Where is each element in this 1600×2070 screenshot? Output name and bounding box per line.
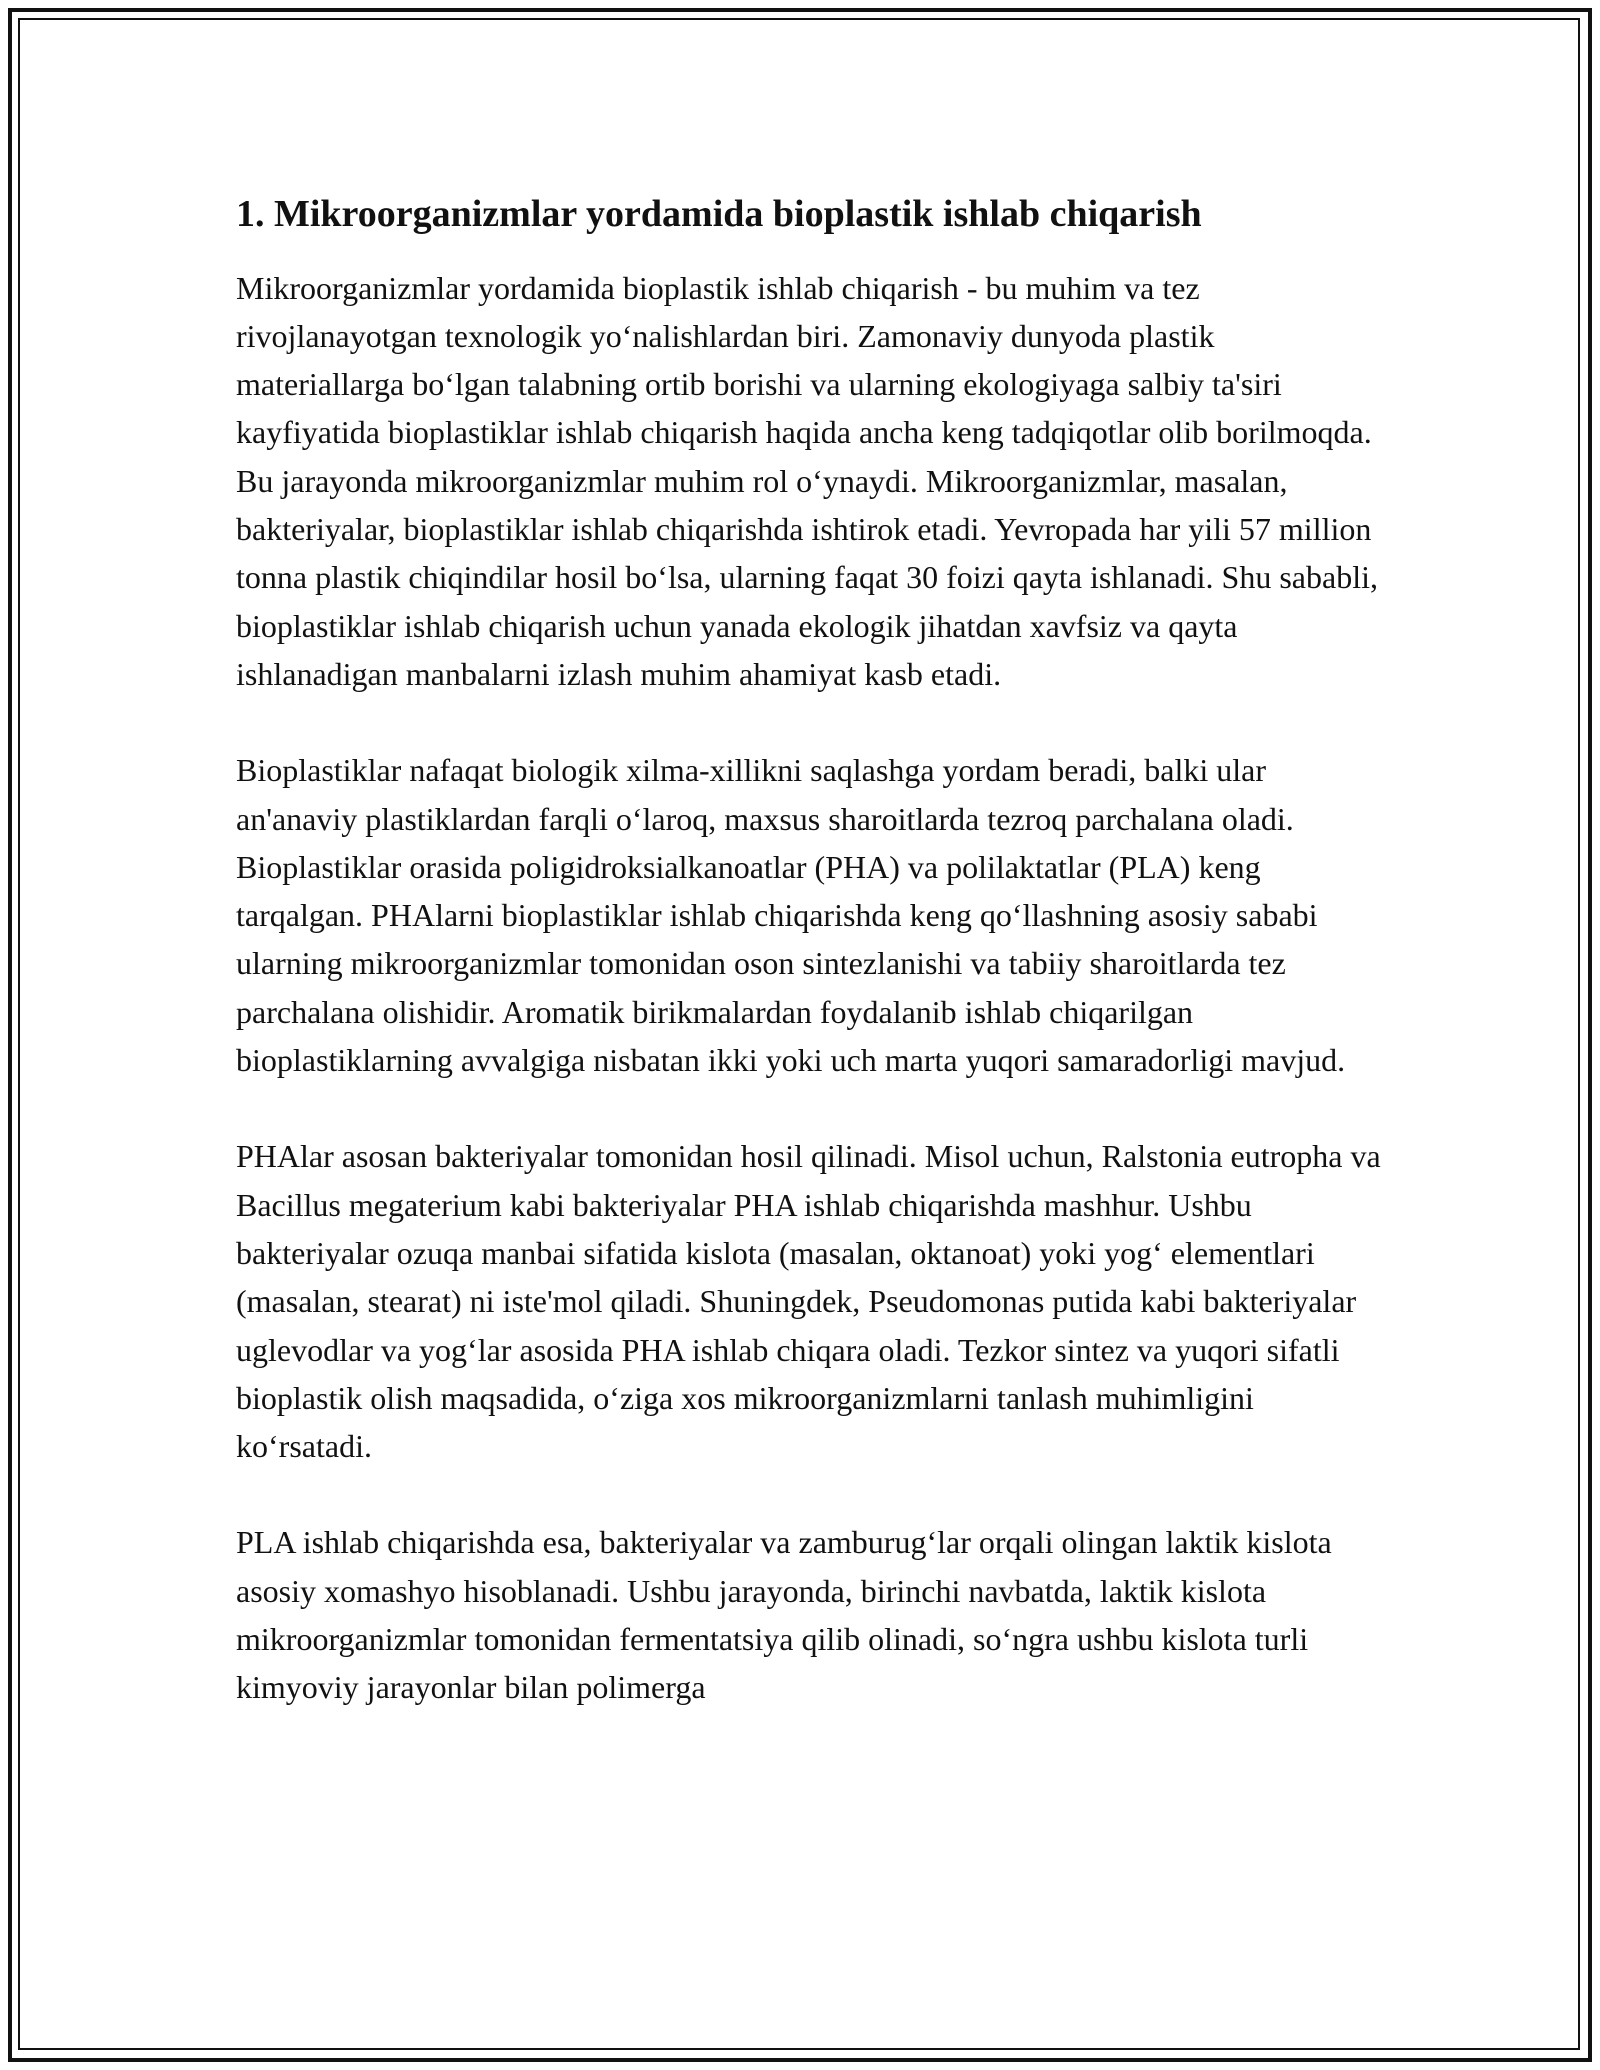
paragraph-3: PHAlar asosan bakteriyalar tomonidan hosil qilinadi. Misol uchun, Ralstonia eutropha va Bacillus megaterium kabi bakteriyalar PHA ishlab chiqarishda mashhur. Ushbu bakteriyalar ozuqa manbai sifatida kislota (masalan, oktanoat) yoki yog‘ elementlari (masalan, stearat) ni iste'mol qiladi. Shuningdek, Pseudomonas putida kabi bakteriyalar uglevodlar va yog‘lar asosida PHA ishlab chiqara oladi. Tezkor sintez va yuqori sifatli bioplastik olish maqsadida, o‘ziga xos mikroorganizmlarni tanlash muhimligini ko‘rsatadi. <box>236 1138 1381 1465</box>
document-body <box>236 182 1386 1760</box>
paragraph-4: PLA ishlab chiqarishda esa, bakteriyalar va zamburug‘lar orqali olingan laktik kislota asosiy xomashyo hisoblanadi. Ushbu jarayonda, birinchi navbatda, laktik kislota mikroorganizmlar tomonidan fermentatsiya qilib olinadi, so‘ngra ushbu kislota turli kimyoviy jarayonlar bilan polimerga <box>236 1524 1332 1706</box>
paragraph-2: Bioplastiklar nafaqat biologik xilma-xillikni saqlashga yordam beradi, balki ular an'anaviy plastiklardan farqli o‘laroq, maxsus sharoitlarda tezroq parchalana oladi. Bioplastiklar orasida poligidroksialkanoatlar (PHA) va polilaktatlar (PLA) keng tarqalgan. PHAlarni bioplastiklar ishlab chiqarishda keng qo‘llashning asosiy sababi ularning mikroorganizmlar tomonidan oson sintezlanishi va tabiiy sharoitlarda tez parchalana olishidir. Aromatik birikmalardan foydalanib ishlab chiqarilgan bioplastiklarning avvalgiga nisbatan ikki yoki uch marta yuqori samaradorligi mavjud. <box>236 752 1346 1079</box>
paragraph-1: Mikroorganizmlar yordamida bioplastik ishlab chiqarish - bu muhim va tez rivojlanayotgan texnologik yo‘nalishlardan biri. Zamonaviy dunyoda plastik materiallarga bo‘lgan talabning ortib borishi va ularning ekologiyaga salbiy ta'siri kayfiyatida bioplastiklar ishlab chiqarish haqida ancha keng tadqiqotlar olib borilmoqda. Bu jarayonda mikroorganizmlar muhim rol o‘ynaydi. Mikroorganizmlar, masalan, bakteriyalar, bioplastiklar ishlab chiqarishda ishtirok etadi. Yevropada har yili 57 million tonna plastik chiqindilar hosil bo‘lsa, ularning faqat 30 foizi qayta ishlanadi. Shu sababli, bioplastiklar ishlab chiqarish uchun yanada ekologik jihatdan xavfsiz va qayta ishlanadigan manbalarni izlash muhim ahamiyat kasb etadi. <box>236 269 1378 692</box>
section-heading: 1. Mikroorganizmlar yordamida bioplastik ishlab chiqarish <box>236 193 1202 235</box>
